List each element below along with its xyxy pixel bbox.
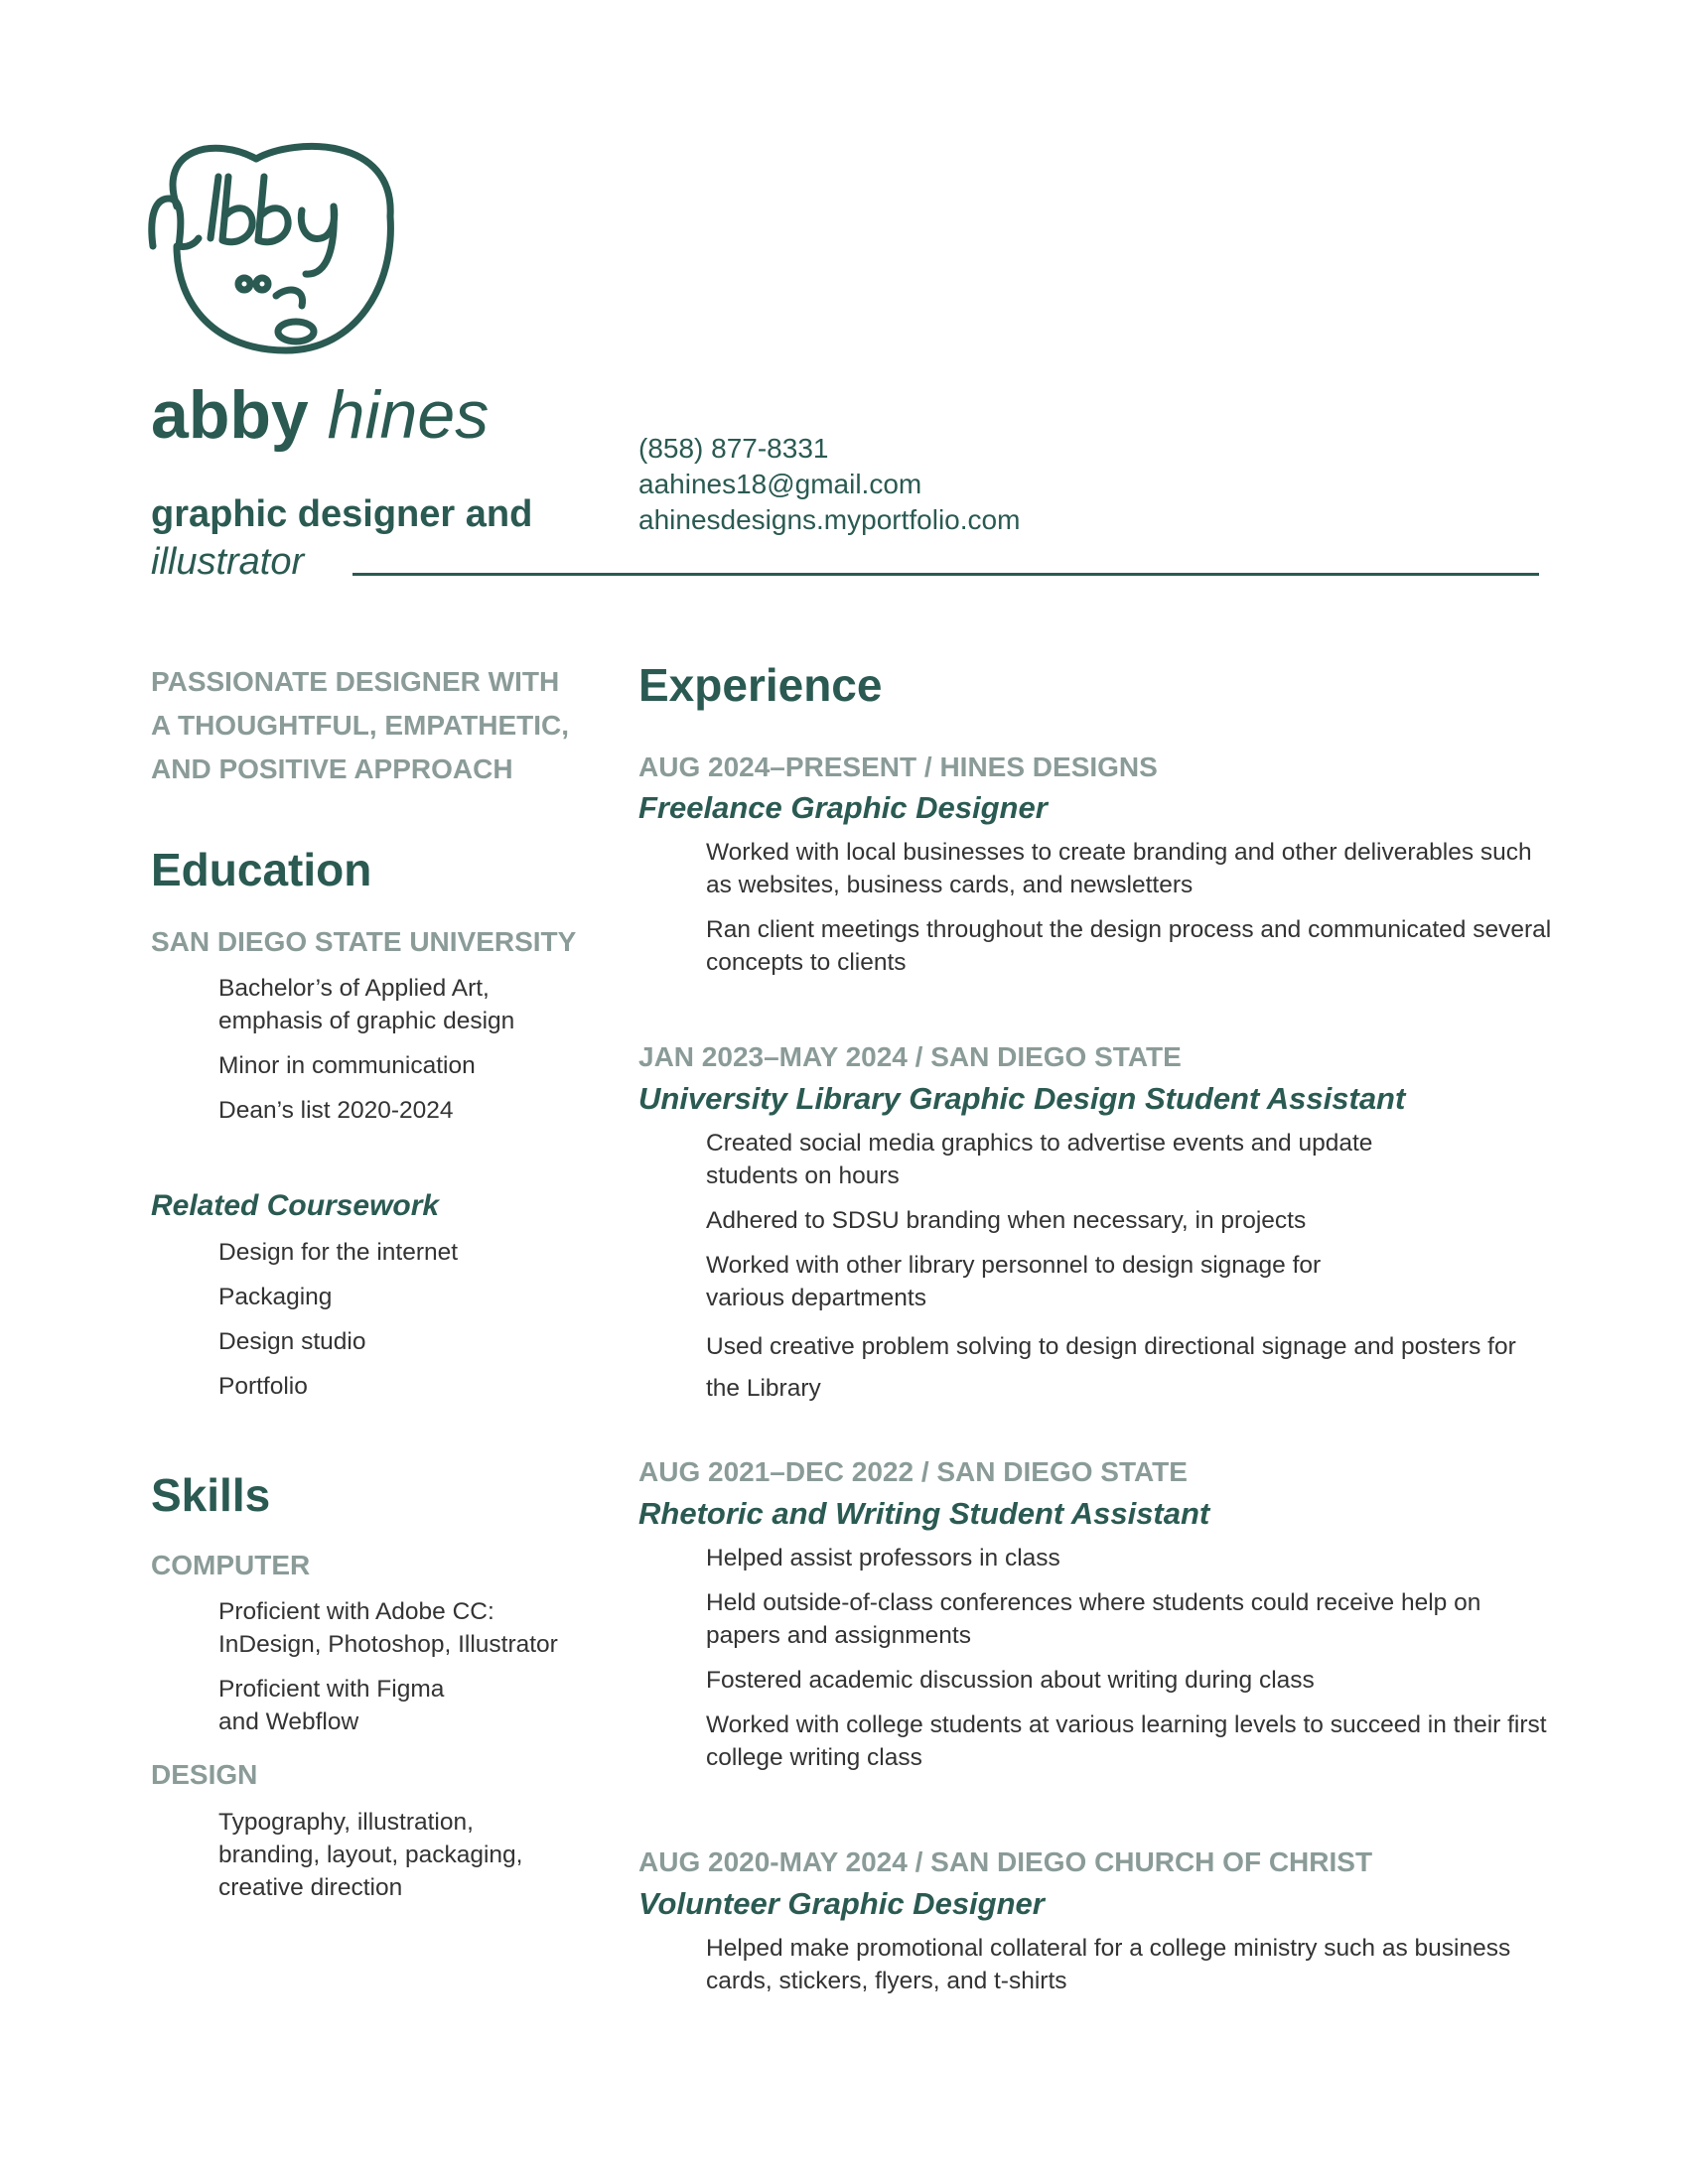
coursework-heading: Related Coursework [151, 1189, 440, 1223]
job-entry [638, 1040, 1552, 1410]
list-item: Design studio [218, 1328, 366, 1356]
job-duties [638, 836, 1552, 979]
design-skills-list [151, 1806, 588, 1904]
job-duties [638, 1542, 1552, 1774]
tagline-line: PASSIONATE DESIGNER WITH [151, 666, 560, 697]
school-name: SAN DIEGO STATE UNIVERSITY [151, 925, 577, 957]
role-line-2: illustrator [151, 541, 305, 583]
experience-section [638, 660, 1552, 2009]
name-first: abby [151, 377, 309, 453]
job-title: Freelance Graphic Designer [638, 790, 1048, 826]
role-line-1: graphic designer and [151, 493, 533, 535]
job-duties [638, 1932, 1552, 1997]
tagline-line: AND POSITIVE APPROACH [151, 753, 513, 784]
candidate-name [151, 377, 490, 453]
computer-skills-list [151, 1595, 588, 1738]
education-heading: Education [151, 844, 372, 895]
job-entry [638, 1455, 1552, 1774]
list-item: Helped assist professors in class [706, 1544, 1060, 1571]
coursework-list [151, 1236, 588, 1403]
job-title: Volunteer Graphic Designer [638, 1885, 1045, 1921]
list-item: Fostered academic discussion about writing during class [706, 1666, 1315, 1694]
job-entry [638, 1845, 1552, 1997]
job-duties [638, 1127, 1552, 1410]
list-item: Worked with college students at various learning levels to succeed in their first college writing class [706, 1710, 1547, 1771]
skills-heading: Skills [151, 1469, 271, 1522]
list-item: Packaging [218, 1284, 333, 1311]
name-last: hines [327, 377, 490, 453]
list-item: Proficient with Figma and Webflow [218, 1676, 445, 1736]
list-item: Proficient with Adobe CC: InDesign, Photoshop, Illustrator [218, 1598, 558, 1659]
list-item: Portfolio [218, 1373, 308, 1401]
list-item: Ran client meetings throughout the design process and communicated several concepts to clients [706, 916, 1552, 977]
list-item: Helped make promotional collateral for a college ministry such as business cards, stickers, flyers, and t-shirts [706, 1934, 1511, 1994]
job-entry [638, 751, 1552, 980]
left-column [151, 660, 588, 1916]
email-link[interactable]: aahines18@gmail.com [638, 469, 922, 499]
experience-heading: Experience [638, 659, 883, 711]
computer-heading: COMPUTER [151, 1549, 311, 1580]
job-dates: AUG 2021–DEC 2022 / SAN DIEGO STATE [638, 1456, 1188, 1488]
tagline [151, 660, 588, 791]
job-title: University Library Graphic Design Student Assistant [638, 1080, 1406, 1116]
list-item: Created social media graphics to advertise events and update students on hours [706, 1130, 1373, 1190]
abby-face-logo-icon [147, 137, 401, 361]
job-dates: JAN 2023–MAY 2024 / SAN DIEGO STATE [638, 1041, 1182, 1073]
list-item: Held outside-of-class conferences where students could receive help on papers and assignments [706, 1588, 1481, 1649]
list-item: Adhered to SDSU branding when necessary, in projects [706, 1207, 1307, 1235]
role-title [151, 490, 532, 586]
education-list [151, 972, 588, 1127]
list-item: Design for the internet [218, 1239, 459, 1267]
header-divider [352, 573, 1539, 576]
phone-number: (858) 877-8331 [638, 433, 829, 464]
list-item: Worked with local businesses to create branding and other deliverables such as websites, business cards, and newsletters [706, 839, 1532, 899]
tagline-line: A THOUGHTFUL, EMPATHETIC, [151, 710, 569, 741]
contact-info [638, 431, 1020, 538]
list-item: Minor in communication [218, 1052, 476, 1080]
list-item: Bachelor’s of Applied Art, emphasis of graphic design [218, 975, 515, 1035]
list-item: Dean’s list 2020-2024 [218, 1097, 454, 1125]
list-item: Used creative problem solving to design directional signage and posters for the Library [706, 1333, 1516, 1403]
website-link[interactable]: ahinesdesigns.myportfolio.com [638, 504, 1021, 535]
design-heading: DESIGN [151, 1759, 258, 1791]
list-item: Worked with other library personnel to design signage for various departments [706, 1252, 1322, 1312]
job-dates: AUG 2020-MAY 2024 / SAN DIEGO CHURCH OF CHRIST [638, 1845, 1373, 1877]
job-dates: AUG 2024–PRESENT / HINES DESIGNS [638, 751, 1158, 782]
list-item: Typography, illustration, branding, layout, packaging, creative direction [218, 1808, 523, 1901]
job-title: Rhetoric and Writing Student Assistant [638, 1495, 1210, 1531]
